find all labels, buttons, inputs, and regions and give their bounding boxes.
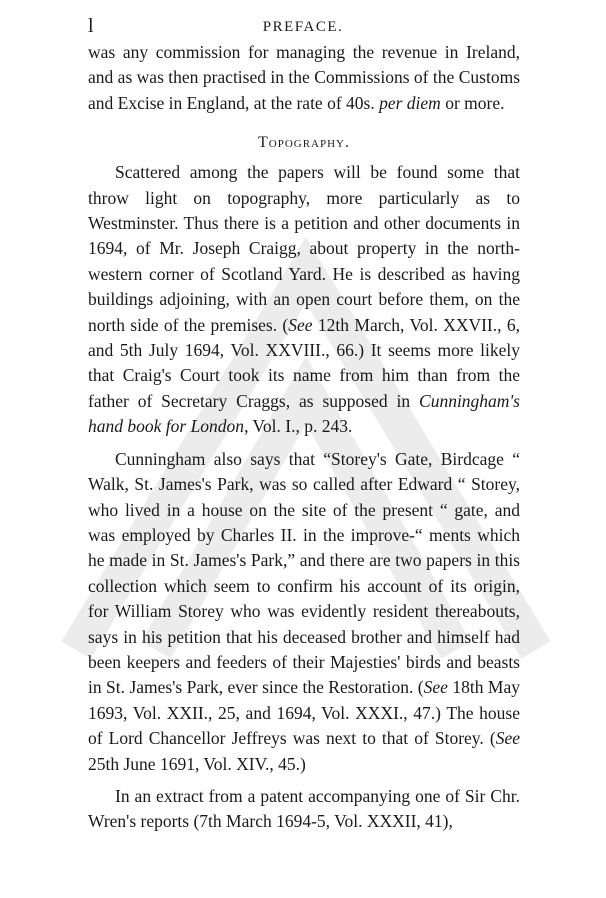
continuation-line-1: was any commission for managing the revenue in Ireland, [88, 42, 520, 62]
page-header [88, 14, 518, 38]
continuation-line-2: and as was then practised in the Commissions of the [88, 67, 455, 88]
p1-text-c: , Vol. I., p. 243. [244, 416, 353, 437]
p1-see: See [288, 314, 313, 335]
continuation-line-4: diem or more. [406, 92, 505, 113]
paragraph-topography-3: In an extract from a patent accompanying one of Sir Chr. Wren's reports (7th March 1694-5, Vol. XXXII, 41), [88, 785, 520, 832]
section-heading: Topography. [257, 134, 350, 152]
p2-text-c: 25th June 1691, Vol. XIV., 45.) [88, 753, 306, 774]
p2-see-1: See [423, 677, 448, 698]
running-title: PREFACE. [262, 19, 344, 35]
p2-see-2: See [495, 728, 520, 749]
p1-text-a: Scattered among the papers will be found some that throw light on topography, more particularly as to Westminster. Thus there is a petition and other documents in 1694, of Mr. Joseph Craigg, about property in the north-western corner of Scotland Yard. He is described as having buildings adjoining, with an open court before them, on the north side of the premises. ( [88, 162, 520, 335]
p2-text-b: 18th May 1693, Vol. XXII., 25, and 1694, Vol. XXXI., 47.) The house of Lord Chancellor Jeffreys was next to that of Storey. ( [88, 677, 520, 749]
paragraph-topography-1 [88, 160, 520, 439]
italic-diem: diem [406, 92, 441, 113]
p1-book-title: Cunningham's hand book for London [88, 390, 520, 437]
p2-text-a: Cunningham also says that “Storey's Gate, Birdcage “ Walk, St. James's Park, was so called after Edward “ Storey, who lived in a house on the site of the present “ gate, and was employed by Charles II. in the improve-“ ments which he made in St. James's Park,” and there are two papers in this collection which seem to confirm his account of its origin, for William Storey who was evidently resident thereabouts, says in his petition that his deceased brother and himself had been keepers and feeders of their Majesties' birds and beasts in St. James's Park, ever since the Restoration. ( [88, 448, 520, 698]
continuation-paragraph [88, 40, 520, 116]
continuation-line-3: Customs and Excise in England, at the rate of 40s. per [88, 67, 521, 113]
italic-per: per [379, 92, 403, 113]
body-text [88, 40, 520, 835]
p1-text-b: 12th March, Vol. XXVII., 6, and 5th July 1694, Vol. XXVIII., 66.) It seems more likely that Craig's Court took its name from him than from the father of Secretary Craggs, as supposed in [88, 314, 520, 411]
page-number: l [88, 15, 94, 37]
paragraph-topography-2 [88, 447, 520, 777]
